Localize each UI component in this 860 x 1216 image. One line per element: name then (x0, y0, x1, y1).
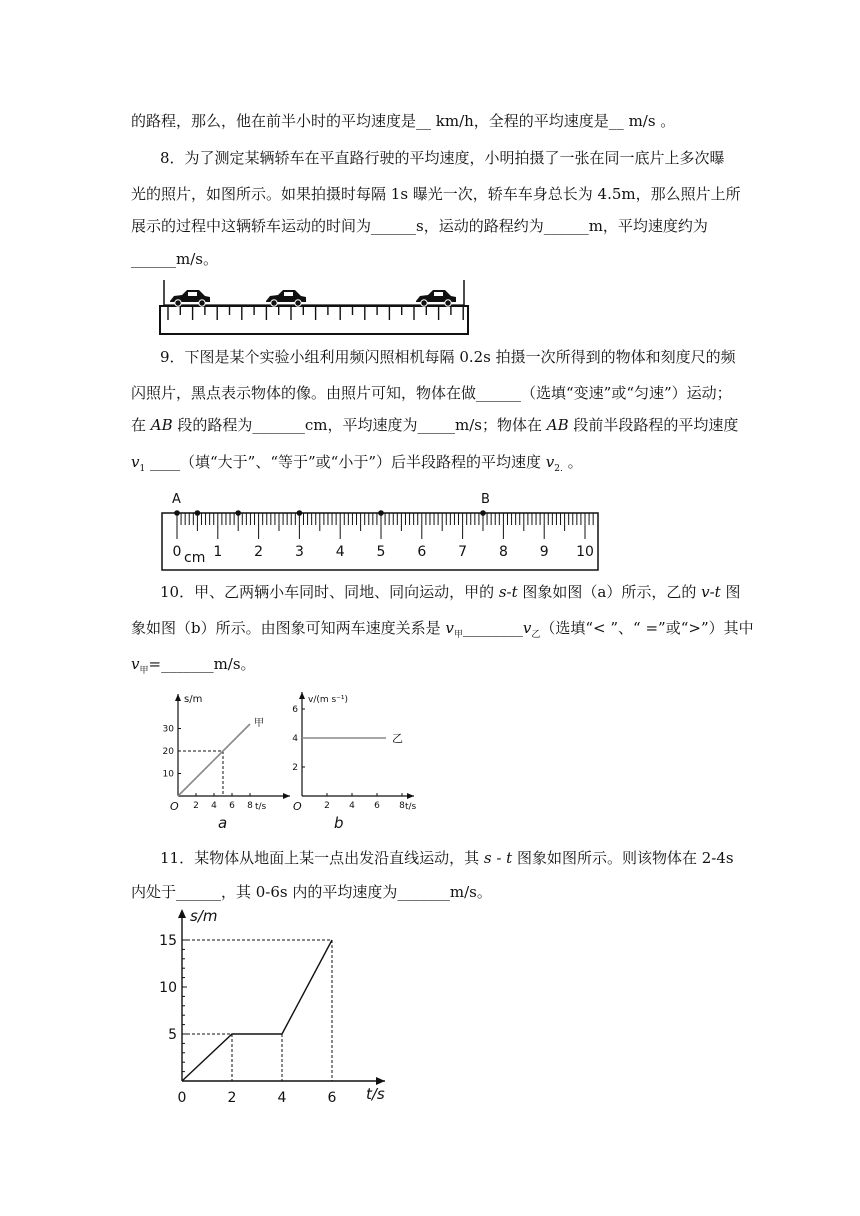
text: ____（填“大于”、“等于”或“小于”）后半段路程的平均速度 (145, 453, 546, 471)
q9-line-1: 9．下图是某个实验小组利用频闪照相机每隔 0.2s 拍摄一次所得到的物体和刻度尺的频 (160, 348, 736, 366)
y-arrow (299, 692, 305, 699)
q10-chart-a (158, 688, 298, 833)
q9-ruler-figure (160, 486, 602, 572)
y-arrow (175, 694, 181, 701)
x-tick-label: 6 (374, 801, 380, 811)
text: 10．甲、乙两辆小车同时、同地、同向运动，甲的 (160, 583, 499, 601)
q10-chart-b (288, 688, 428, 833)
caption: b (334, 814, 344, 832)
origin-label: O (170, 800, 179, 813)
subscript: 乙 (531, 630, 541, 640)
y-tick-label: 20 (162, 747, 174, 757)
x-tick-label: 4 (277, 1090, 287, 1106)
text: =_______m/s。 (148, 655, 256, 673)
text: 图 (720, 583, 741, 601)
q8-car-photo-figure (158, 278, 470, 336)
x-arrow (376, 1077, 385, 1085)
tick-label: 8 (498, 544, 508, 560)
x-tick-label: 2 (193, 801, 199, 811)
tick-label: 10 (576, 544, 594, 560)
q10-line-3 (131, 654, 256, 681)
q8-line-4: ______m/s。 (131, 250, 218, 268)
tick-label: 3 (294, 544, 304, 560)
st-symbol: s-t (498, 583, 518, 601)
series-label: 甲 (254, 718, 264, 729)
subscript: 1 (139, 464, 146, 474)
x-axis-label: t/s (366, 1085, 385, 1103)
object-dot (235, 510, 241, 516)
q10-line-1 (160, 582, 741, 602)
text: 图象如图所示。则该物体在 2-4s (512, 849, 734, 867)
x-tick-label: 6 (327, 1090, 337, 1106)
unit-label: cm (184, 550, 206, 566)
x-tick-label: 2 (227, 1090, 237, 1106)
text: 象如图（b）所示。由图象可知两车速度关系是 (131, 619, 446, 637)
y-axis-label: v/(m s⁻¹) (308, 695, 349, 705)
text: 段前半段路程的平均速度 (568, 416, 739, 434)
y-axis-label: s/m (190, 907, 218, 925)
label-b: B (481, 492, 490, 507)
object-dot (378, 510, 384, 516)
q9-line-3 (131, 415, 738, 435)
q8-line-2: 光的照片，如图所示。如果拍摄时每隔 1s 曝光一次，轿车车身总长为 4.5m，那么照片上所 (131, 185, 741, 203)
text: 11．某物体从地面上某一点出发沿直线运动，其 (160, 849, 484, 867)
y-tick-label: 30 (162, 724, 174, 735)
text: 图象如图（a）所示，乙的 (517, 583, 702, 601)
q10-line-2 (131, 618, 754, 645)
tick-label: 2 (254, 544, 264, 560)
caption: a (218, 814, 228, 832)
q11-line-2: 内处于______，其 0-6s 内的平均速度为_______m/s。 (131, 883, 492, 901)
y-arrow (178, 909, 186, 918)
vt-symbol: v-t (701, 583, 721, 601)
object-dot (174, 510, 180, 516)
symbol-v: v (131, 655, 140, 673)
car-icon (416, 290, 456, 306)
label-a: A (172, 492, 181, 507)
y-tick-label: 2 (292, 763, 298, 773)
x-axis-label: t/s (405, 802, 417, 812)
st-series-line (182, 940, 332, 1081)
q8-line-3: 展示的过程中这辆轿车运动的时间为______s，运动的路程约为______m，平均速度约为 (131, 217, 708, 235)
y-tick-label: 4 (292, 734, 298, 744)
y-tick-label: 10 (162, 769, 174, 780)
x-axis-label: t/s (255, 802, 267, 812)
x-tick-label: 8 (247, 801, 253, 811)
segment-ab: AB (546, 416, 569, 434)
st-symbol: s - t (483, 849, 513, 867)
ruler-body (162, 513, 598, 570)
x-tick-label: 6 (229, 801, 235, 811)
q11-st-chart (159, 903, 400, 1106)
car-icon (266, 290, 306, 306)
subscript: 甲 (139, 666, 149, 676)
q9-line-4 (131, 452, 583, 479)
q11-line-1 (160, 848, 734, 868)
x-tick-label: 8 (399, 801, 405, 811)
q7-tail-line: 的路程，那么，他在前半小时的平均速度是__ km/h，全程的平均速度是__ m/s 。 (131, 112, 676, 130)
segment-ab: AB (150, 416, 173, 434)
x-tick-label: 2 (324, 801, 330, 811)
symbol-v: v (131, 453, 140, 471)
subscript: 甲 (453, 630, 463, 640)
text: 在 (131, 416, 151, 434)
y-tick-label: 5 (168, 1027, 177, 1043)
y-axis-label: s/m (184, 694, 203, 705)
q9-line-2: 闪照片，黑点表示物体的像。由照片可知，物体在做______（选填“变速”或“匀速”）运动； (131, 384, 732, 402)
tick-label: 4 (335, 544, 345, 560)
y-tick-label: 6 (292, 705, 298, 715)
origin-label: O (293, 800, 302, 813)
tick-label: 1 (213, 544, 223, 560)
symbol-v: v (545, 453, 555, 471)
tick-label: 9 (539, 544, 549, 560)
subscript: 2. (554, 464, 563, 474)
x-tick-label: 4 (349, 801, 355, 811)
text: （选填“< ”、“ =”或“>”）其中 (540, 619, 754, 637)
series-label: 乙 (392, 732, 403, 745)
y-tick-label: 15 (159, 933, 177, 949)
x-tick-label: 4 (211, 801, 217, 811)
tick-label: 6 (417, 544, 427, 560)
x-arrow (407, 793, 414, 799)
tick-label: 5 (376, 544, 386, 560)
series-line-jia (178, 724, 250, 796)
object-dot (480, 510, 486, 516)
q8-line-1: 8．为了测定某辆轿车在平直路行驶的平均速度，小明拍摄了一张在同一底片上多次曝 (160, 149, 725, 167)
car-icon (170, 290, 210, 306)
tick-label: 7 (458, 544, 468, 560)
y-tick-label: 10 (159, 980, 177, 996)
ruler-body (160, 306, 468, 334)
object-dot (297, 510, 303, 516)
object-dot (195, 510, 201, 516)
text: 段的路程为_______cm，平均速度为_____m/s；物体在 (172, 416, 547, 434)
x-tick-label: 0 (177, 1090, 187, 1106)
tick-label: 0 (172, 544, 182, 560)
symbol-v: v (522, 619, 532, 637)
blank: ________ (462, 619, 523, 637)
text: 。 (562, 453, 583, 471)
symbol-v: v (445, 619, 454, 637)
